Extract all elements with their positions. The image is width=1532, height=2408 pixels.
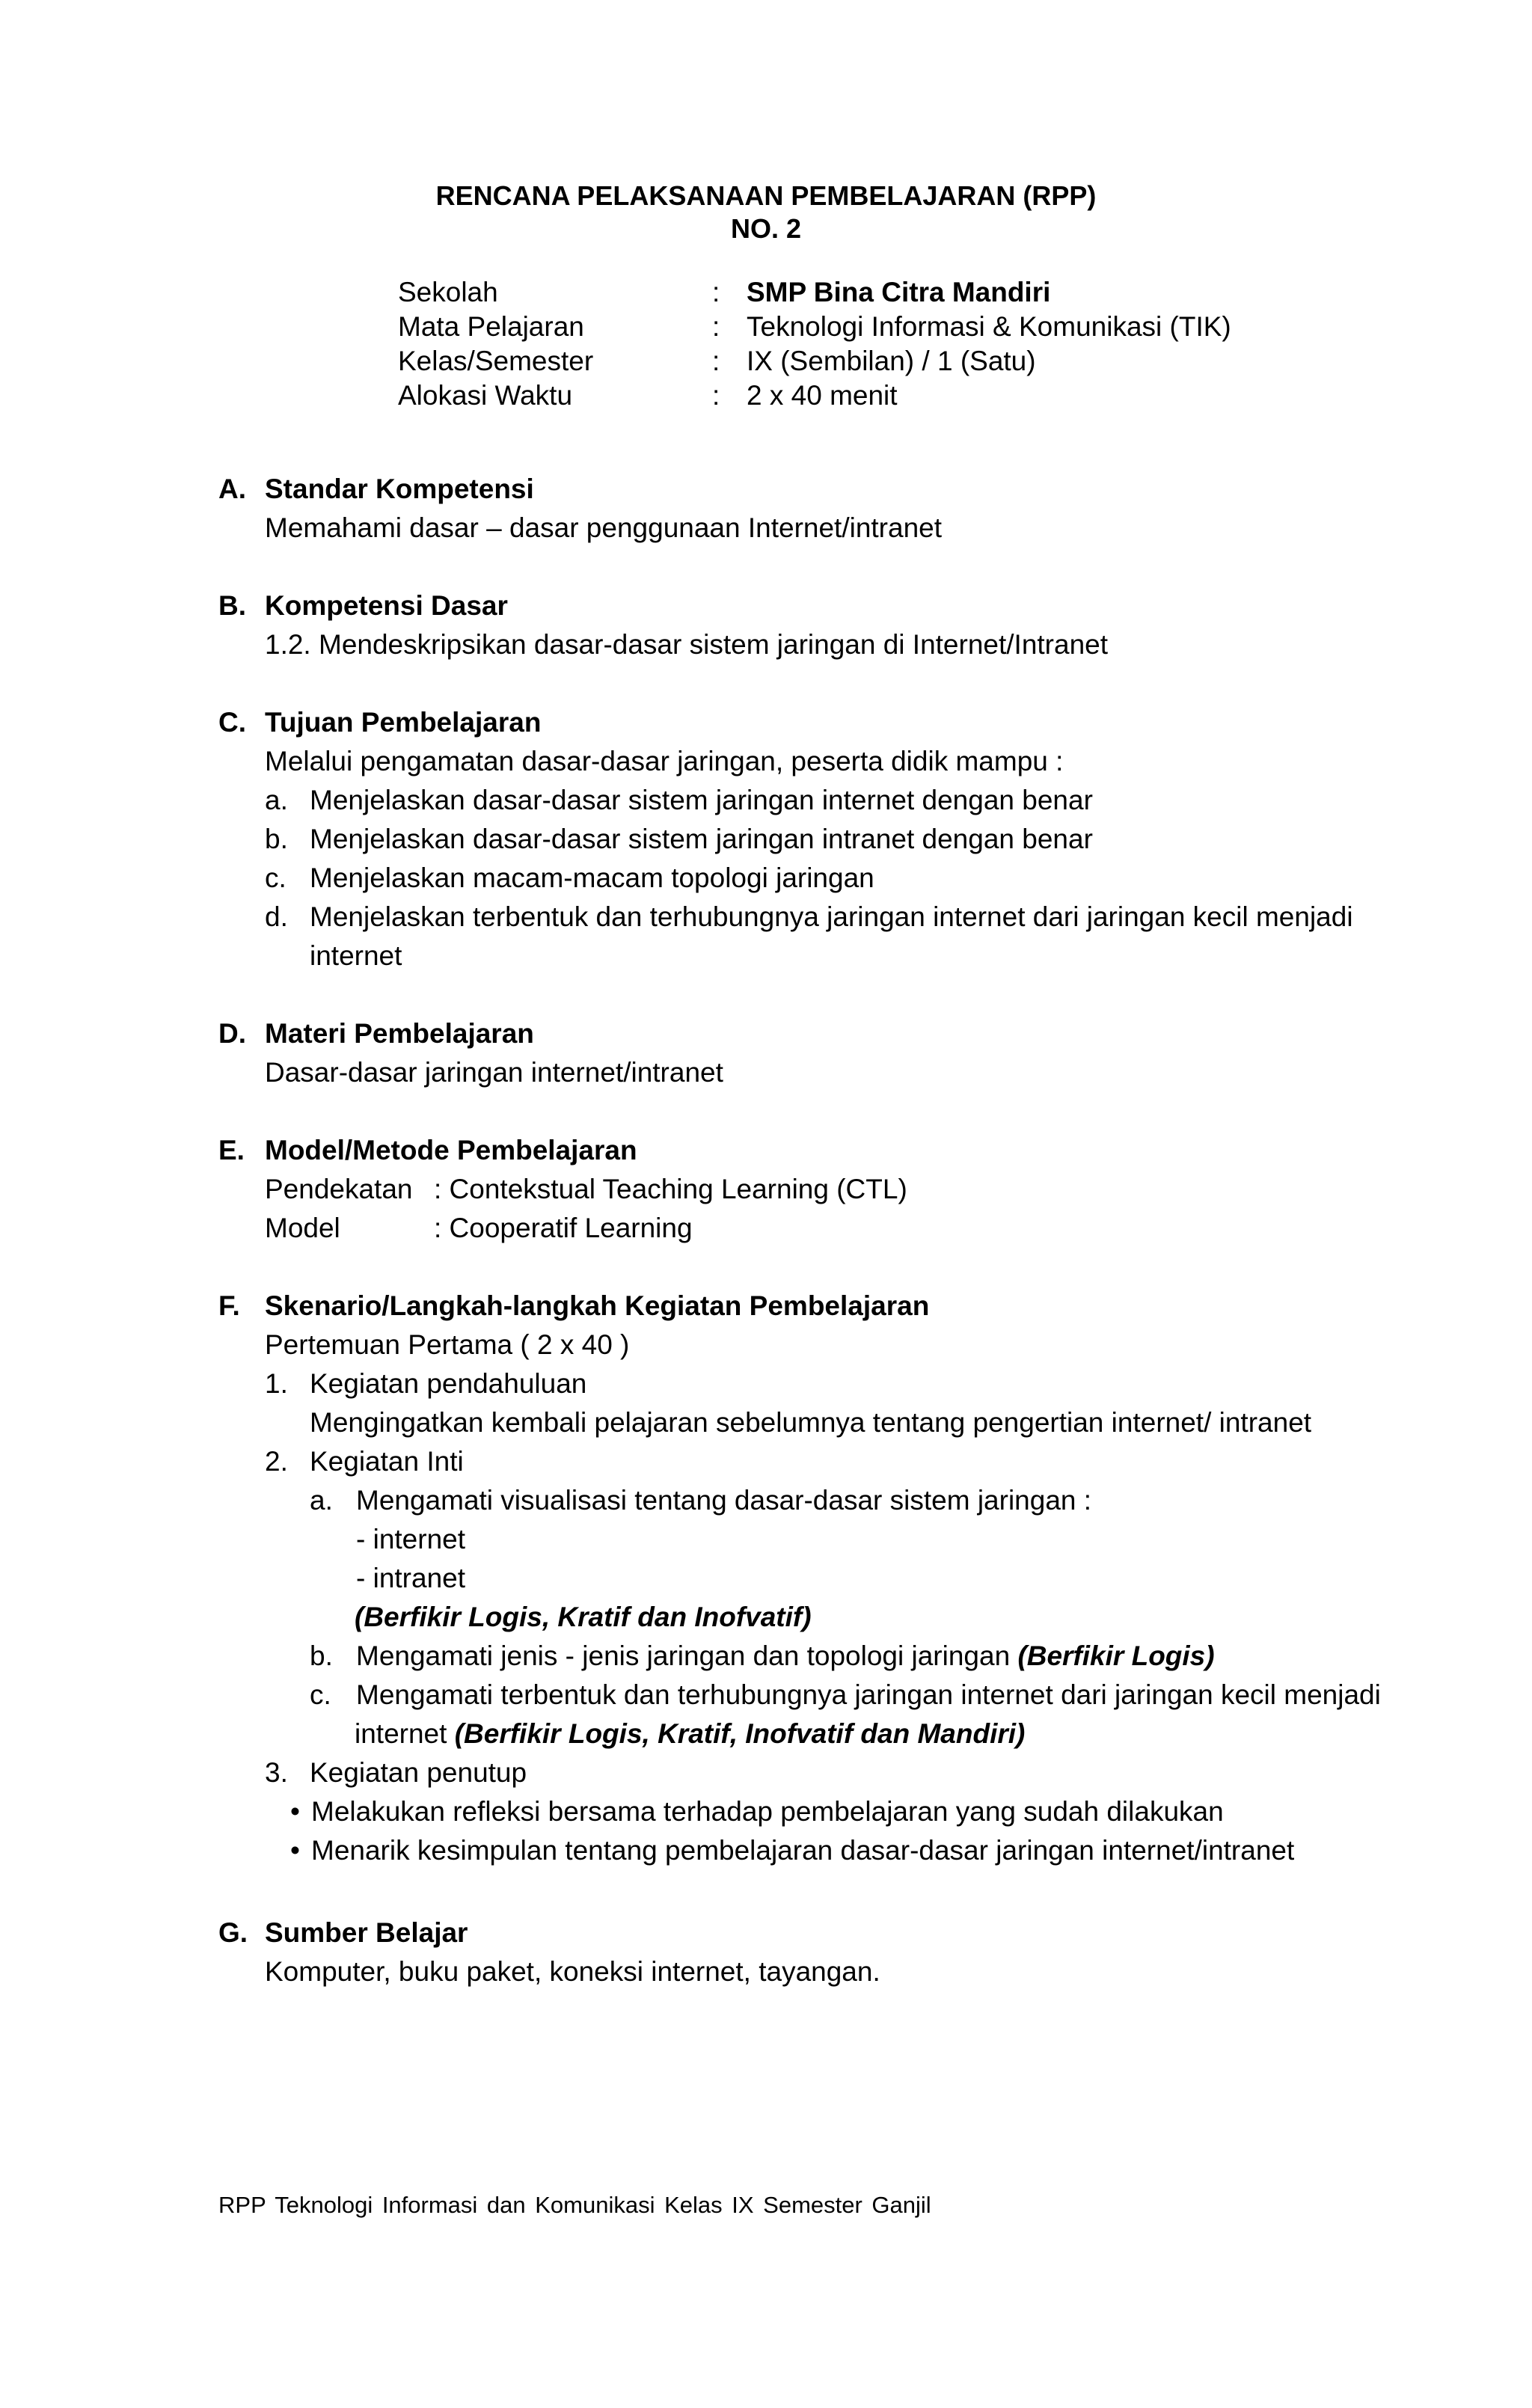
- section-f: [218, 1287, 1415, 1870]
- section-letter: G.: [218, 1917, 248, 1948]
- substep-text: Mengamati visualisasi tentang dasar-dasar sistem jaringan :: [356, 1485, 1092, 1516]
- list-text: Menjelaskan macam-macam topologi jaringan: [310, 863, 874, 893]
- info-value: 2 x 40 menit: [747, 380, 898, 411]
- step-title: Kegiatan penutup: [310, 1757, 527, 1788]
- info-value: SMP Bina Citra Mandiri: [747, 277, 1051, 307]
- substep-continuation: [218, 1715, 1415, 1753]
- list-item: [218, 820, 1415, 859]
- info-label: Alokasi Waktu: [398, 380, 573, 411]
- section-text: Memahami dasar – dasar penggunaan Internet/intranet: [265, 512, 943, 543]
- step-marker: 2.: [265, 1446, 288, 1477]
- substep-note: (Berfikir Logis, Kratif dan Inofvatif): [355, 1602, 812, 1632]
- step-marker: 1.: [265, 1368, 288, 1399]
- step-item: [218, 1442, 1415, 1481]
- page-footer: RPP Teknologi Informasi dan Komunikasi Kelas IX Semester Ganjil: [218, 2192, 931, 2218]
- list-text: internet: [310, 940, 402, 971]
- section-text: Dasar-dasar jaringan internet/intranet: [265, 1057, 723, 1088]
- section-title: Sumber Belajar: [265, 1917, 468, 1948]
- substep-item: [218, 1637, 1415, 1676]
- list-item: [218, 781, 1415, 820]
- section-letter: D.: [218, 1018, 246, 1049]
- substep-item: [218, 1481, 1415, 1520]
- section-e: [218, 1131, 1415, 1248]
- section-text: Komputer, buku paket, koneksi internet, tayangan.: [265, 1956, 880, 1987]
- section-c: [218, 703, 1415, 975]
- section-title: Tujuan Pembelajaran: [265, 707, 542, 738]
- section-b: [218, 586, 1415, 664]
- list-item: [218, 859, 1415, 898]
- method-value: : Contekstual Teaching Learning (CTL): [434, 1174, 907, 1204]
- section-heading: [218, 586, 1415, 625]
- info-label: Kelas/Semester: [398, 346, 594, 376]
- step-description: Mengingatkan kembali pelajaran sebelumnya tentang pengertian internet/ intranet: [310, 1407, 1312, 1438]
- section-heading: [218, 1131, 1415, 1170]
- list-item: [218, 898, 1415, 937]
- section-heading: [218, 1014, 1415, 1053]
- section-title: Model/Metode Pembelajaran: [265, 1135, 637, 1165]
- section-title: Standar Kompetensi: [265, 474, 534, 504]
- bullet-text: Menarik kesimpulan tentang pembelajaran dasar-dasar jaringan internet/intranet: [311, 1835, 1295, 1866]
- step-text: [218, 1403, 1415, 1442]
- list-marker: a.: [265, 785, 288, 815]
- bullet-dot-icon: •: [290, 1835, 300, 1866]
- substep-text-wrap: [356, 1637, 1215, 1676]
- substep-note: (Berfikir Logis, Kratif, Inofvatif dan Mandiri): [454, 1718, 1026, 1749]
- bullet-text: Melakukan refleksi bersama terhadap pembelajaran yang sudah dilakukan: [311, 1796, 1224, 1827]
- substep-text: internet: [355, 1718, 447, 1749]
- section-title: Kompetensi Dasar: [265, 590, 508, 621]
- list-item-continuation: [218, 937, 1415, 975]
- step-marker: 3.: [265, 1757, 288, 1788]
- section-intro: Melalui pengamatan dasar-dasar jaringan, peserta didik mampu :: [265, 746, 1064, 776]
- info-label: Sekolah: [398, 277, 498, 307]
- substep-text: Mengamati terbentuk dan terhubungnya jaringan internet dari jaringan kecil menjadi: [356, 1679, 1381, 1710]
- section-title: Skenario/Langkah-langkah Kegiatan Pembelajaran: [265, 1290, 930, 1321]
- info-value: IX (Sembilan) / 1 (Satu): [747, 346, 1036, 376]
- section-g: [218, 1914, 1415, 1991]
- info-colon: :: [712, 311, 720, 342]
- info-label: Mata Pelajaran: [398, 311, 584, 342]
- step-item: [218, 1364, 1415, 1403]
- substep-text: Mengamati jenis - jenis jaringan dan topologi jaringan: [356, 1640, 1011, 1671]
- substep-detail: - internet: [356, 1524, 466, 1554]
- method-key: Model: [265, 1213, 340, 1243]
- section-a: [218, 470, 1415, 548]
- substep-item: [218, 1676, 1415, 1715]
- section-heading: [218, 470, 1415, 509]
- section-letter: C.: [218, 707, 246, 738]
- info-colon: :: [712, 277, 720, 307]
- step-title: Kegiatan pendahuluan: [310, 1368, 587, 1399]
- section-d: [218, 1014, 1415, 1092]
- list-marker: d.: [265, 901, 288, 932]
- list-text: Menjelaskan dasar-dasar sistem jaringan intranet dengan benar: [310, 824, 1093, 854]
- method-value: : Cooperatif Learning: [434, 1213, 693, 1243]
- section-letter: A.: [218, 474, 246, 504]
- substep-marker: b.: [310, 1640, 333, 1671]
- substep-marker: a.: [310, 1485, 333, 1516]
- section-text: 1.2. Mendeskripsikan dasar-dasar sistem jaringan di Internet/Intranet: [265, 629, 1109, 660]
- list-marker: b.: [265, 824, 288, 854]
- info-colon: :: [712, 380, 720, 411]
- list-marker: c.: [265, 863, 287, 893]
- section-heading: [218, 1287, 1415, 1326]
- bullet-item: [218, 1792, 1415, 1831]
- section-title: Materi Pembelajaran: [265, 1018, 534, 1049]
- info-colon: :: [712, 346, 720, 376]
- section-letter: B.: [218, 590, 246, 621]
- substep-marker: c.: [310, 1679, 331, 1710]
- document-title: RENCANA PELAKSANAAN PEMBELAJARAN (RPP): [435, 180, 1097, 211]
- list-text: Menjelaskan dasar-dasar sistem jaringan internet dengan benar: [310, 785, 1093, 815]
- list-text: Menjelaskan terbentuk dan terhubungnya jaringan internet dari jaringan kecil menjadi: [310, 901, 1353, 932]
- step-item: [218, 1753, 1415, 1792]
- method-row-approach: [218, 1170, 1415, 1209]
- step-title: Kegiatan Inti: [310, 1446, 464, 1477]
- substep-detail: - intranet: [356, 1563, 466, 1593]
- section-letter: E.: [218, 1135, 245, 1165]
- method-key: Pendekatan: [265, 1174, 413, 1204]
- method-row-model: [218, 1209, 1415, 1248]
- info-value: Teknologi Informasi & Komunikasi (TIK): [747, 311, 1231, 342]
- section-heading: [218, 1914, 1415, 1952]
- bullet-dot-icon: •: [290, 1796, 300, 1827]
- document-number: NO. 2: [730, 213, 802, 244]
- bullet-item: [218, 1831, 1415, 1870]
- substep-note: (Berfikir Logis): [1017, 1640, 1215, 1671]
- section-heading: [218, 703, 1415, 742]
- section-letter: F.: [218, 1290, 240, 1321]
- meeting-label: Pertemuan Pertama ( 2 x 40 ): [265, 1329, 630, 1360]
